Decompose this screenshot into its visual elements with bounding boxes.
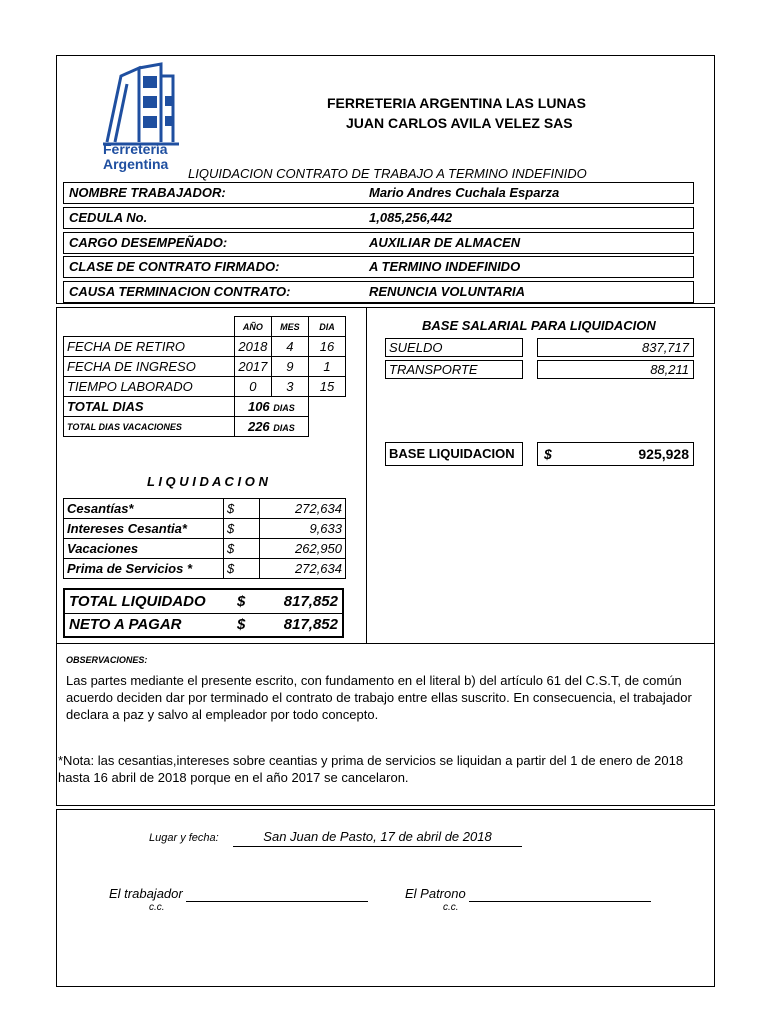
total-vac-label: TOTAL DIAS VACACIONES xyxy=(64,417,235,437)
base-liquidacion-currency: $ xyxy=(544,446,552,462)
total-days-label: TOTAL DIAS xyxy=(64,397,235,417)
calculation-section xyxy=(56,307,715,644)
base-liquidacion-value-box xyxy=(537,442,694,466)
patrono-label: El Patrono xyxy=(405,886,466,901)
base-salarial-title: BASE SALARIAL PARA LIQUIDACION xyxy=(422,318,656,333)
ingreso-day: 1 xyxy=(308,357,345,377)
total-liquidado-currency: $ xyxy=(237,593,246,610)
observaciones-text: Las partes mediante el presente escrito, con fundamento en el literal b) del artículo 61 del C.S.T, de común acuerdo deciden dar por terminado el contrato de trabajo entre ellas suscrito. En consecuencia, el trabajador declara a paz y salvo al empleador por todo concepto. xyxy=(66,673,692,722)
company-name: FERRETERIA ARGENTINA LAS LUNAS xyxy=(327,95,586,111)
worker-id-value: 1,085,256,442 xyxy=(369,210,453,225)
worker-position-value: AUXILIAR DE ALMACEN xyxy=(369,235,521,250)
observaciones-title: OBSERVACIONES: xyxy=(66,655,148,665)
intereses-currency: $ xyxy=(224,519,260,539)
observaciones-section xyxy=(56,644,715,806)
document-title: LIQUIDACION CONTRATO DE TRABAJO A TERMINO INDEFINIDO xyxy=(188,166,587,181)
tiempo-month: 3 xyxy=(271,377,308,397)
tiempo-label: TIEMPO LABORADO xyxy=(64,377,235,397)
base-liquidacion-value: 925,928 xyxy=(638,446,689,462)
worker-row-contract xyxy=(63,256,694,278)
transporte-value-box xyxy=(537,360,694,379)
cesantias-value: 272,634 xyxy=(260,499,346,519)
vacaciones-label: Vacaciones xyxy=(64,539,224,559)
liquidacion-table xyxy=(63,498,346,579)
prima-value: 272,634 xyxy=(260,559,346,579)
trabajador-label: El trabajador xyxy=(109,886,183,901)
worker-row-name xyxy=(63,182,694,204)
ingreso-year: 2017 xyxy=(234,357,271,377)
trabajador-signature-line xyxy=(186,901,368,902)
dates-table xyxy=(63,316,346,437)
termination-cause-label: CAUSA TERMINACION CONTRATO: xyxy=(69,284,291,299)
worker-row-position xyxy=(63,232,694,254)
base-liquidacion-label: BASE LIQUIDACION xyxy=(389,446,515,461)
vacaciones-value: 262,950 xyxy=(260,539,346,559)
worker-id-label: CEDULA No. xyxy=(69,210,148,225)
building-logo-icon xyxy=(99,62,189,150)
header-year: AÑO xyxy=(234,317,271,337)
total-liquidado-label: TOTAL LIQUIDADO xyxy=(69,593,206,610)
company-legal-name: JUAN CARLOS AVILA VELEZ SAS xyxy=(346,115,573,131)
totals-box xyxy=(63,588,344,638)
sueldo-label: SUELDO xyxy=(389,340,443,355)
logo-text-line1: Ferretería xyxy=(103,141,168,157)
intereses-value: 9,633 xyxy=(260,519,346,539)
totals-divider xyxy=(65,613,342,614)
transporte-label-box xyxy=(385,360,523,379)
signature-section xyxy=(56,809,715,987)
base-liquidacion-label-box xyxy=(385,442,523,466)
cesantias-currency: $ xyxy=(224,499,260,519)
patrono-signature-line xyxy=(469,901,651,902)
column-divider xyxy=(366,308,367,643)
total-vac-value: 226 xyxy=(247,419,270,434)
tiempo-year: 0 xyxy=(234,377,271,397)
retiro-label: FECHA DE RETIRO xyxy=(64,337,235,357)
total-days-value: 106 xyxy=(247,399,270,414)
liquidacion-title: L I Q U I D A C I O N xyxy=(147,474,268,489)
contract-type-label: CLASE DE CONTRATO FIRMADO: xyxy=(69,259,280,274)
sueldo-value-box xyxy=(537,338,694,357)
vacaciones-currency: $ xyxy=(224,539,260,559)
tiempo-day: 15 xyxy=(308,377,345,397)
cesantias-label: Cesantías* xyxy=(64,499,224,519)
total-vac-cell xyxy=(234,417,308,437)
intereses-label: Intereses Cesantia* xyxy=(64,519,224,539)
total-vac-unit: DIAS xyxy=(273,423,295,433)
ingreso-label: FECHA DE INGRESO xyxy=(64,357,235,377)
total-days-cell xyxy=(234,397,308,417)
transporte-label: TRANSPORTE xyxy=(389,362,478,377)
sueldo-label-box xyxy=(385,338,523,357)
sueldo-value: 837,717 xyxy=(642,340,689,355)
header-day: DIA xyxy=(308,317,345,337)
logo-text-line2: Argentina xyxy=(103,156,169,172)
retiro-month: 4 xyxy=(271,337,308,357)
header-section xyxy=(56,55,715,304)
worker-name-value: Mario Andres Cuchala Esparza xyxy=(369,185,560,200)
total-liquidado-value: 817,852 xyxy=(283,593,338,610)
contract-type-value: A TERMINO INDEFINIDO xyxy=(369,259,521,274)
neto-currency: $ xyxy=(237,616,246,633)
patrono-cc: c.c. xyxy=(443,902,459,913)
company-logo xyxy=(99,62,189,180)
worker-position-label: CARGO DESEMPEÑADO: xyxy=(69,235,228,250)
header-month: MES xyxy=(271,317,308,337)
lugar-label: Lugar y fecha: xyxy=(149,832,219,844)
worker-row-termination xyxy=(63,281,694,303)
lugar-value: San Juan de Pasto, 17 de abril de 2018 xyxy=(233,829,522,847)
termination-cause-value: RENUNCIA VOLUNTARIA xyxy=(369,284,525,299)
neto-label: NETO A PAGAR xyxy=(69,616,182,633)
worker-row-id xyxy=(63,207,694,229)
retiro-year: 2018 xyxy=(234,337,271,357)
neto-value: 817,852 xyxy=(283,616,338,633)
transporte-value: 88,211 xyxy=(650,362,689,377)
ingreso-month: 9 xyxy=(271,357,308,377)
prima-currency: $ xyxy=(224,559,260,579)
nota-text: *Nota: las cesantias,intereses sobre ceantias y prima de servicios se liquidan a partir del 1 de enero de 2018 hasta 16 abril de 2018 porque en el año 2017 se cancelaron. xyxy=(58,753,684,785)
retiro-day: 16 xyxy=(308,337,345,357)
prima-label: Prima de Servicios * xyxy=(64,559,224,579)
total-days-unit: DIAS xyxy=(273,403,295,413)
trabajador-cc: c.c. xyxy=(149,902,165,913)
worker-name-label: NOMBRE TRABAJADOR: xyxy=(69,185,226,200)
